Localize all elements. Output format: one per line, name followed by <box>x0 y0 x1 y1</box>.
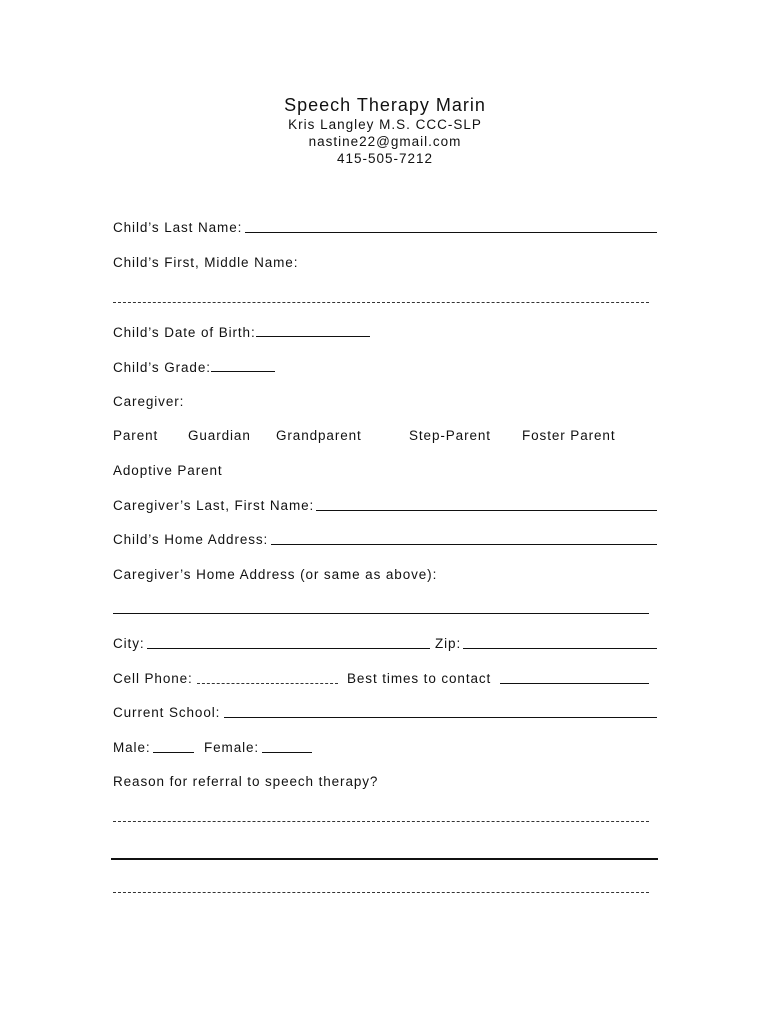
zip-label: Zip: <box>435 636 462 651</box>
referral-reason-label: Reason for referral to speech therapy? <box>113 774 379 789</box>
caregiver-option-step-parent[interactable]: Step-Parent <box>409 428 491 443</box>
child-last-name-label: Child’s Last Name: <box>113 220 243 235</box>
child-grade-field[interactable] <box>211 359 275 372</box>
female-field[interactable] <box>262 752 312 753</box>
child-dob-field[interactable] <box>256 324 370 337</box>
referral-reason-line-3[interactable] <box>113 892 649 893</box>
male-field[interactable] <box>153 752 194 753</box>
caregiver-home-address-field[interactable] <box>113 613 649 614</box>
male-label: Male: <box>113 740 151 755</box>
city-label: City: <box>113 636 145 651</box>
female-label: Female: <box>204 740 260 755</box>
current-school-field[interactable] <box>224 717 657 718</box>
caregiver-option-foster-parent[interactable]: Foster Parent <box>522 428 616 443</box>
cell-phone-field[interactable] <box>197 683 338 684</box>
best-times-field[interactable] <box>500 683 649 684</box>
current-school-label: Current School: <box>113 705 221 720</box>
child-grade-row <box>113 359 275 375</box>
caregiver-option-parent[interactable]: Parent <box>113 428 159 443</box>
therapist-name: Kris Langley M.S. CCC-SLP <box>288 117 482 132</box>
caregiver-option-grandparent[interactable]: Grandparent <box>276 428 362 443</box>
therapist-email: nastine22@gmail.com <box>308 134 462 149</box>
caregiver-option-guardian[interactable]: Guardian <box>188 428 251 443</box>
child-grade-label: Child’s Grade: <box>113 360 211 375</box>
practice-title: Speech Therapy Marin <box>284 95 486 115</box>
child-first-middle-label: Child’s First, Middle Name: <box>113 255 299 270</box>
child-home-address-label: Child’s Home Address: <box>113 532 269 547</box>
child-first-middle-field[interactable] <box>113 302 649 303</box>
caregiver-label: Caregiver: <box>113 394 185 409</box>
city-field[interactable] <box>147 648 430 649</box>
cell-phone-label: Cell Phone: <box>113 671 193 686</box>
caregiver-name-label: Caregiver’s Last, First Name: <box>113 498 315 513</box>
caregiver-name-field[interactable] <box>316 510 657 511</box>
therapist-phone: 415-505-7212 <box>336 151 434 166</box>
caregiver-option-adoptive-parent[interactable]: Adoptive Parent <box>113 463 223 478</box>
child-home-address-field[interactable] <box>271 544 657 545</box>
child-last-name-field[interactable] <box>245 232 657 233</box>
child-dob-row <box>113 324 370 340</box>
child-dob-label: Child’s Date of Birth: <box>113 325 256 340</box>
zip-field[interactable] <box>463 648 657 649</box>
caregiver-home-address-label: Caregiver’s Home Address (or same as above): <box>113 567 438 582</box>
best-times-label: Best times to contact <box>347 671 492 686</box>
referral-reason-line-2[interactable] <box>111 858 658 860</box>
referral-reason-line-1[interactable] <box>113 821 649 822</box>
